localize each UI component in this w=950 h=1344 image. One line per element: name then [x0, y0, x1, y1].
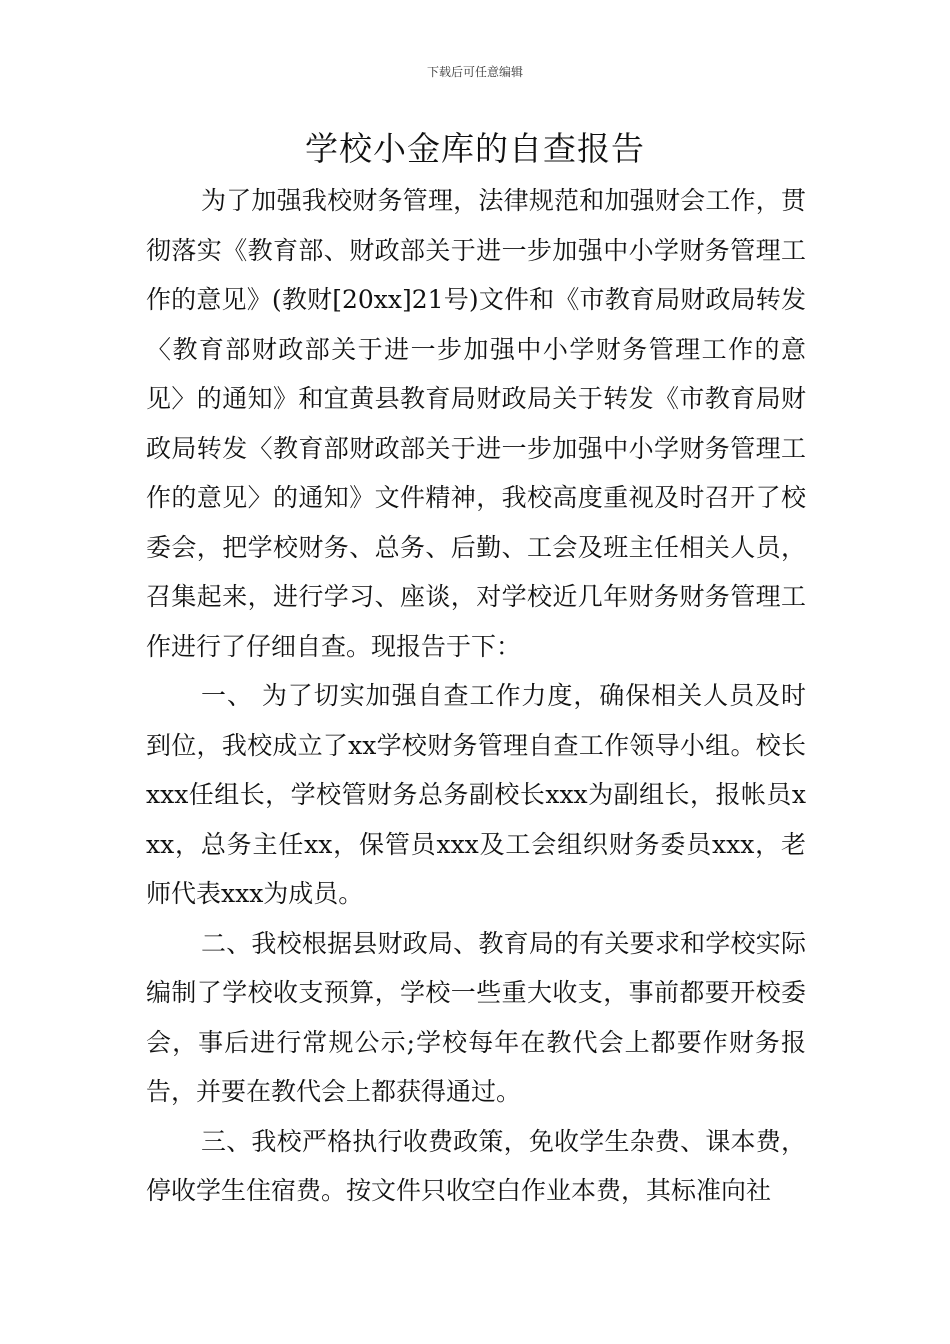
paragraph-section-one: 一、 为了切实加强自查工作力度，确保相关人员及时到位，我校成立了xx学校财务管理自查工作领导小组。校长xxx任组长，学校管财务总务副校长xxx为副组长，报帐员xxx，总务主任xx，保管员xxx及工会组织财务委员xxx，老师代表xxx为成员。	[146, 681, 806, 908]
paragraph-section-three: 三、我校严格执行收费政策，免收学生杂费、课本费，停收学生住宿费。按文件只收空白作业本费，其标准向社	[146, 1126, 806, 1205]
document-title: 学校小金库的自查报告	[305, 129, 645, 168]
header-note: 下载后可任意编辑	[426, 65, 523, 79]
paragraph-intro: 为了加强我校财务管理，法律规范和加强财会工作，贯彻落实《教育部、财政部关于进一步加强中小学财务管理工作的意见》(教财[20xx]21号)文件和《市教育局财政局转发〈教育部财政部关于进一步加强中小学财务管理工作的意见〉的通知》和宜黄县教育局财政局关于转发《市教育局财政局转发〈教育部财政部关于进一步加强中小学财务管理工作的意见〉的通知》文件精神，我校高度重视及时召开了校委会，把学校财务、总务、后勤、工会及班主任相关人员，召集起来，进行学习、座谈，对学校近几年财务财务管理工作进行了仔细自查。现报告于下：	[146, 186, 806, 661]
document-body	[146, 176, 806, 1216]
paragraph-section-two: 二、我校根据县财政局、教育局的有关要求和学校实际编制了学校收支预算，学校一些重大收支，事前都要开校委会，事后进行常规公示;学校每年在教代会上都要作财务报告，并要在教代会上都获得通过。	[146, 928, 806, 1106]
